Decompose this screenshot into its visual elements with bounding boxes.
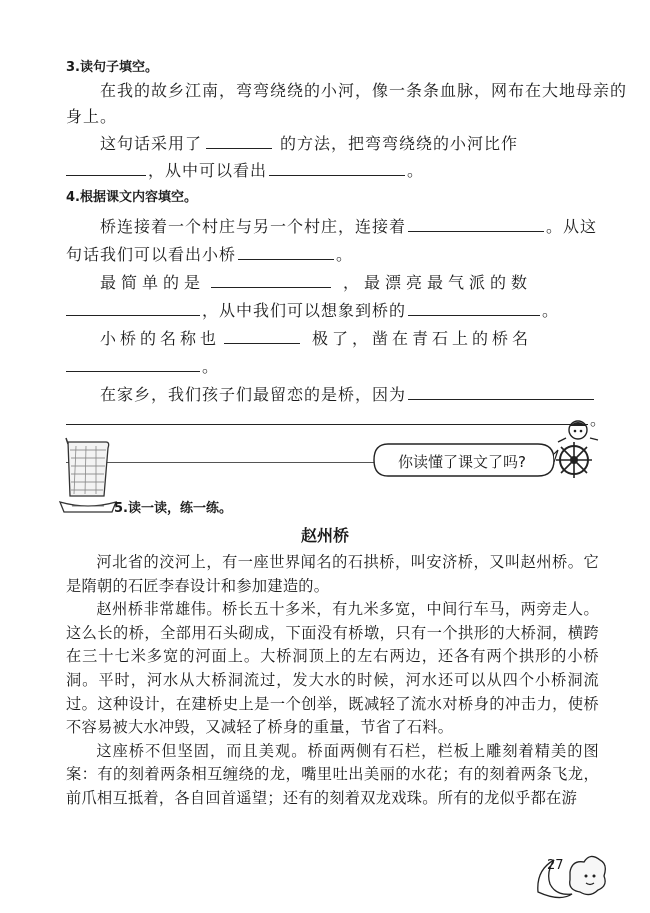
passage-paragraph: 河北省的洨河上，有一座世界闻名的石拱桥，叫安济桥，又叫赵州桥。它是隋朝的石匠李春设计和参加建造的。 [66,553,599,595]
passage-body [66,551,599,811]
section4-line7 [100,382,594,405]
section3-question-line1 [100,131,518,154]
text: 桥连接着一个村庄与另一个村庄，连接着 [100,217,407,236]
blank-name[interactable] [224,328,300,344]
text: 这句话采用了 [100,134,203,153]
blank-method[interactable] [206,133,272,149]
text: 小桥的名称也 [100,329,221,348]
text: 。 [336,245,354,264]
section5-heading: 5.读一读，练一练。 [114,501,232,516]
page-number: 27 [547,858,564,873]
section3-question-line2 [66,158,424,181]
text: 的方法，把弯弯绕绕的小河比作 [280,134,519,153]
blank-imagine[interactable] [408,300,540,316]
section4-line1 [100,214,597,237]
text: 在家乡，我们孩子们最留恋的是桥，因为 [100,385,407,404]
cartoon-ship-wheel-icon [548,418,608,480]
passage-paragraph: 这座桥不但坚固，而且美观。桥面两侧有石栏，栏板上雕刻着精美的图案：有的刻着两条相互缠绕的龙，嘴里吐出美丽的水花；有的刻着两条飞龙，前爪相互抵着，各自回首遥望；还有的刻着双龙戏珠。所有的龙似乎都在游 [66,741,599,807]
blank-because[interactable] [408,384,594,400]
blank-simplest[interactable] [211,272,331,288]
blank-can-see[interactable] [269,160,405,176]
text: 。从这 [546,217,598,236]
blank-compare-to[interactable] [66,160,146,176]
text: 。 [542,301,560,320]
section4-line8 [66,407,607,430]
sailboat-scroll-icon [56,436,120,516]
blank-bridge-name[interactable] [66,356,200,372]
text: 极了，凿在青石上的桥名 [312,329,533,348]
section4-heading: 4.根据课文内容填空。 [66,190,197,205]
section4-line5 [100,326,532,349]
text: 最简单的是 [100,273,206,292]
text: 。 [590,410,608,429]
section3-quote-line2: 身上。 [66,107,118,126]
blank-connects[interactable] [408,216,544,232]
passage-title: 赵州桥 [300,526,349,545]
text: 句话我们可以看出小桥 [66,245,237,264]
moon-cloud-icon [530,832,610,904]
section4-line6 [66,354,219,377]
blank-small-bridge[interactable] [238,244,334,260]
section3-heading: 3.读句子填空。 [66,60,158,75]
text: ，从中可以看出 [148,161,268,180]
text: 。 [407,161,425,180]
section3-quote-line1: 在我的故乡江南，弯弯绕绕的小河，像一条条血脉，网布在大地母亲的 [100,81,628,100]
section4-line2 [66,242,353,265]
section4-line4 [66,298,559,321]
text: ，从中我们可以想象到桥的 [202,301,407,320]
text: ，最漂亮最气派的数 [343,273,533,292]
blank-most-beautiful[interactable] [66,300,200,316]
blank-because-cont[interactable] [66,409,588,425]
section4-line3 [100,270,532,293]
text: 。 [202,357,220,376]
speech-bubble-text: 你读懂了课文了吗? [398,453,526,471]
passage-paragraph: 赵州桥非常雄伟。桥长五十多米，有九米多宽，中间行车马，两旁走人。这么长的桥，全部用石头砌成，下面没有桥墩，只有一个拱形的大桥洞，横跨在三十七米多宽的河面上。大桥洞顶上的左右两边，还各有两个拱形的小桥洞。平时，河水从大桥洞流过，发大水的时候，河水还可以从四个小桥洞流过。这种设计，在建桥史上是一个创举，既减轻了流水对桥身的冲击力，使桥不容易被大水冲毁，又减轻了桥身的重量，节省了石料。 [66,600,599,737]
